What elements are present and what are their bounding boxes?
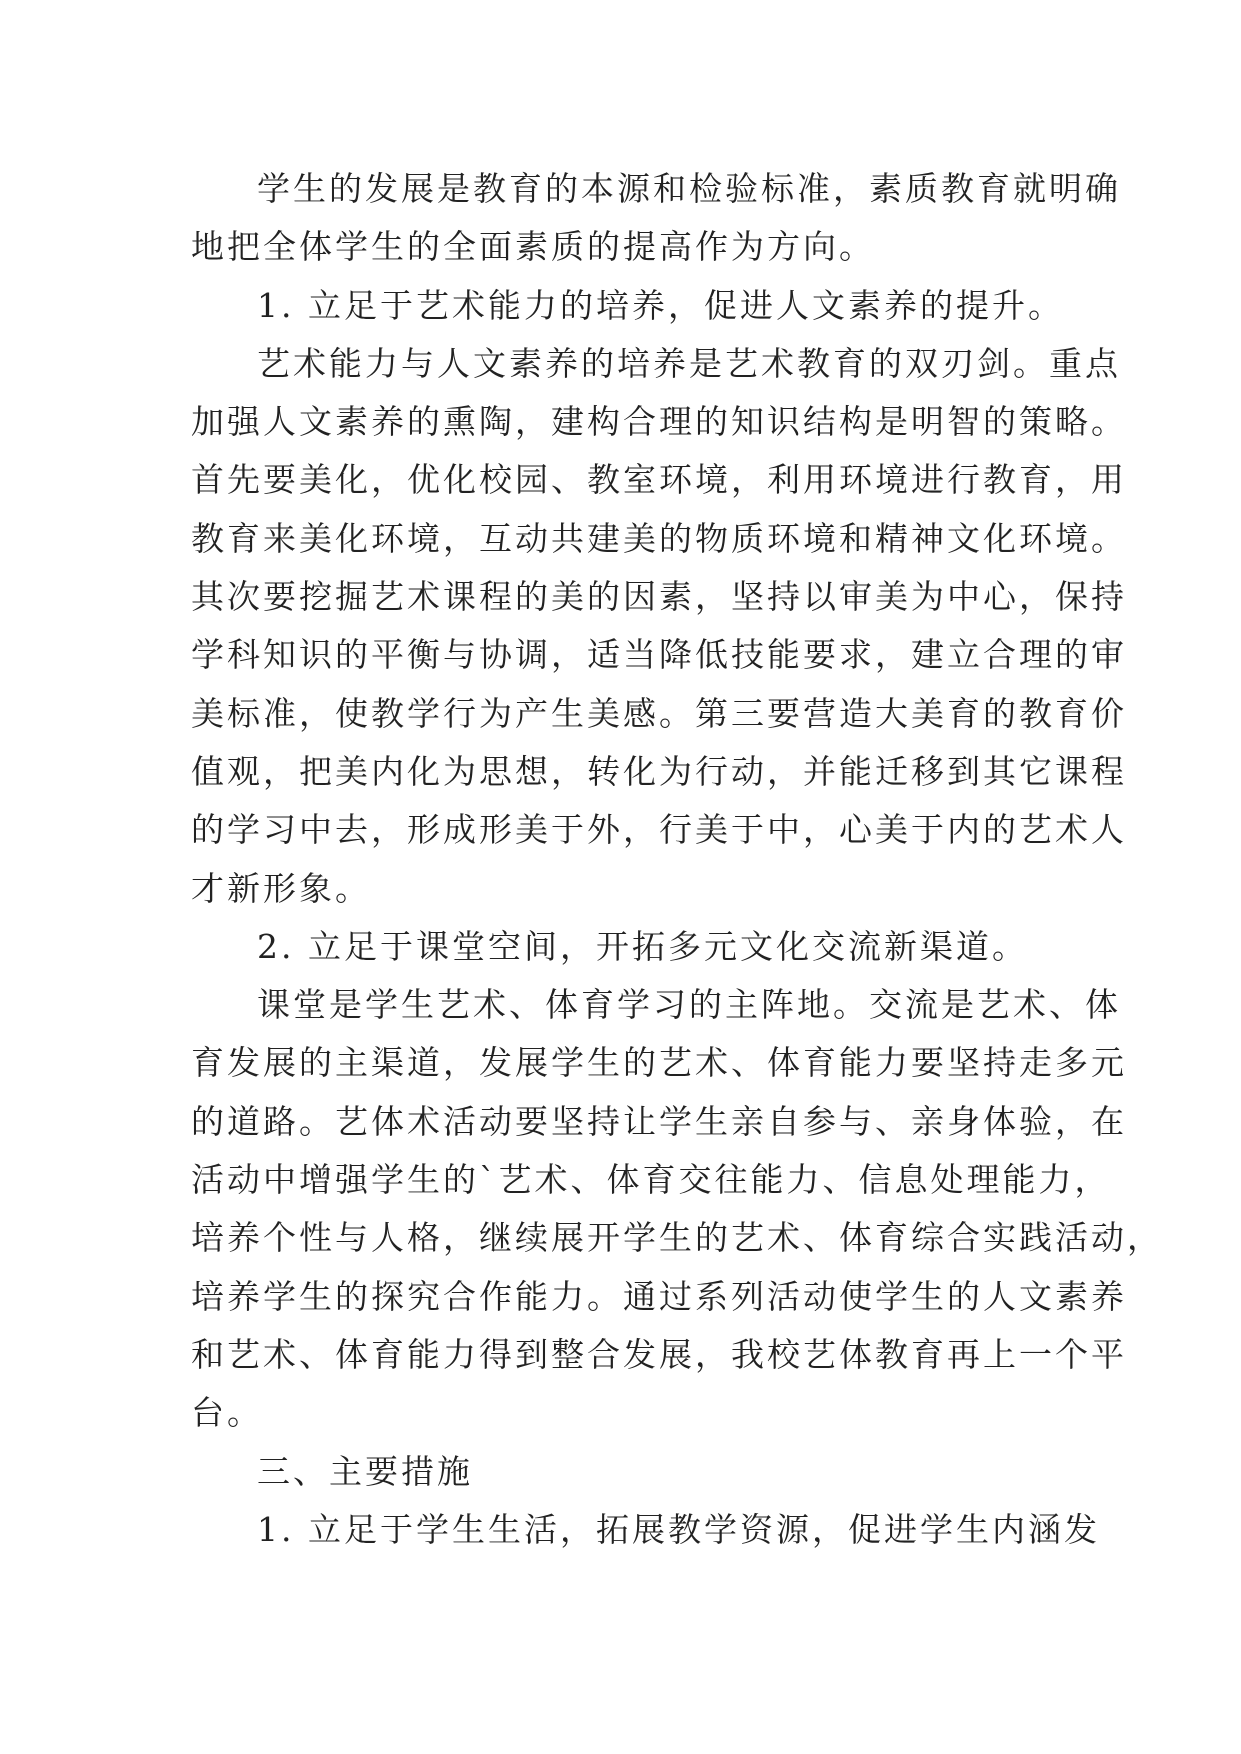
paragraph-line: 首先要美化，优化校园、教室环境，利用环境进行教育，用 xyxy=(191,460,1127,500)
body-text xyxy=(191,160,1163,1559)
paragraph-line: 才新形象。 xyxy=(191,868,371,908)
paragraph-line: 课堂是学生艺术、体育学习的主阵地。交流是艺术、体 xyxy=(257,985,1121,1025)
paragraph-line: 台。 xyxy=(191,1393,263,1433)
section-heading: 三、主要措施 xyxy=(257,1451,473,1491)
paragraph-line: 艺术能力与人文素养的培养是艺术教育的双刃剑。重点 xyxy=(257,343,1121,383)
paragraph-line: 的道路。艺体术活动要坚持让学生亲自参与、亲身体验，在 xyxy=(191,1101,1127,1141)
paragraph-line: 育发展的主渠道，发展学生的艺术、体育能力要坚持走多元 xyxy=(191,1043,1127,1083)
paragraph-line: 美标准，使教学行为产生美感。第三要营造大美育的教育价 xyxy=(191,693,1127,733)
section-heading: 1. 立足于艺术能力的培养，促进人文素养的提升。 xyxy=(257,285,1064,325)
paragraph-line: 地把全体学生的全面素质的提高作为方向。 xyxy=(191,227,875,267)
paragraph-line: 教育来美化环境，互动共建美的物质环境和精神文化环境。 xyxy=(191,518,1127,558)
paragraph-line: 培养个性与人格，继续展开学生的艺术、体育综合实践活动， xyxy=(191,1218,1163,1258)
paragraph-line: 学科知识的平衡与协调，适当降低技能要求，建立合理的审 xyxy=(191,635,1127,675)
paragraph-line: 和艺术、体育能力得到整合发展，我校艺体教育再上一个平 xyxy=(191,1334,1127,1374)
section-heading: 1. 立足于学生生活，拓展教学资源，促进学生内涵发 xyxy=(257,1509,1100,1549)
paragraph-line: 的学习中去，形成形美于外，行美于中，心美于内的艺术人 xyxy=(191,810,1127,850)
paragraph-line: 其次要挖掘艺术课程的美的因素，坚持以审美为中心，保持 xyxy=(191,577,1127,617)
section-heading: 2. 立足于课堂空间，开拓多元文化交流新渠道。 xyxy=(257,926,1028,966)
paragraph-line: 值观，把美内化为思想，转化为行动，并能迁移到其它课程 xyxy=(191,751,1127,791)
paragraph-line: 加强人文素养的熏陶，建构合理的知识结构是明智的策略。 xyxy=(191,402,1127,442)
paragraph-line: 培养学生的探究合作能力。通过系列活动使学生的人文素养 xyxy=(191,1276,1127,1316)
paragraph-line: 活动中增强学生的`艺术、体育交往能力、信息处理能力， xyxy=(191,1160,1111,1200)
paragraph-line: 学生的发展是教育的本源和检验标准，素质教育就明确 xyxy=(257,169,1121,208)
